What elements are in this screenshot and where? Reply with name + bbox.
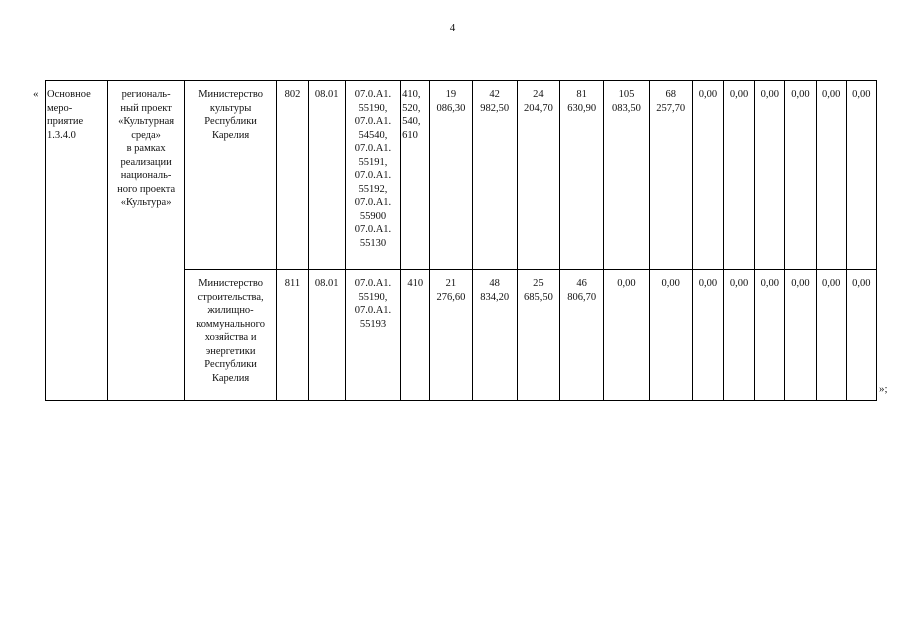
value-cell: 24 204,70 <box>517 81 559 270</box>
budget-table <box>45 80 877 401</box>
zero-value-cell: 0,00 <box>724 81 755 270</box>
table-row <box>46 81 877 270</box>
grbs-cell: 811 <box>277 270 308 401</box>
vr-cell: 410, 520, 540, 610 <box>401 81 430 270</box>
zero-value-cell: 0,00 <box>816 270 846 401</box>
zero-value-cell: 0,00 <box>816 81 846 270</box>
value-cell: 81 630,90 <box>560 81 604 270</box>
opening-quote: « <box>33 88 39 100</box>
csr-cell: 07.0.A1. 55190, 07.0.A1. 55193 <box>345 270 400 401</box>
value-cell: 0,00 <box>649 270 692 401</box>
value-cell: 46 806,70 <box>560 270 604 401</box>
zero-value-cell: 0,00 <box>755 270 785 401</box>
value-cell: 19 086,30 <box>430 81 472 270</box>
value-cell: 105 083,50 <box>604 81 649 270</box>
value-cell: 25 685,50 <box>517 270 559 401</box>
section-cell: 08.01 <box>308 270 345 401</box>
zero-value-cell: 0,00 <box>846 270 876 401</box>
page-number: 4 <box>449 22 456 34</box>
ministry-cell: Министерство строительства, жилищно- коммунального хозяйства и энергетики Республики Карелия <box>184 270 277 401</box>
vr-cell: 410 <box>401 270 430 401</box>
zero-value-cell: 0,00 <box>755 81 785 270</box>
ministry-cell: Министерство культуры Республики Карелия <box>184 81 277 270</box>
zero-value-cell: 0,00 <box>692 270 723 401</box>
project-name-cell: региональ- ный проект «Культурная среда» в рамках реализации националь- ного проекта «Культура» <box>108 81 184 401</box>
zero-value-cell: 0,00 <box>785 81 816 270</box>
value-cell: 48 834,20 <box>472 270 517 401</box>
value-cell: 68 257,70 <box>649 81 692 270</box>
zero-value-cell: 0,00 <box>785 270 816 401</box>
value-cell: 21 276,60 <box>430 270 472 401</box>
zero-value-cell: 0,00 <box>846 81 876 270</box>
grbs-cell: 802 <box>277 81 308 270</box>
csr-cell: 07.0.A1. 55190, 07.0.A1. 54540, 07.0.A1. 55191, 07.0.A1. 55192, 07.0.A1. 55900 07.0.A1. 55130 <box>345 81 400 270</box>
zero-value-cell: 0,00 <box>692 81 723 270</box>
value-cell: 0,00 <box>604 270 649 401</box>
zero-value-cell: 0,00 <box>724 270 755 401</box>
value-cell: 42 982,50 <box>472 81 517 270</box>
section-cell: 08.01 <box>308 81 345 270</box>
event-name-cell: Основное меро- приятие 1.3.4.0 <box>46 81 108 401</box>
closing-quote: »; <box>879 383 888 395</box>
